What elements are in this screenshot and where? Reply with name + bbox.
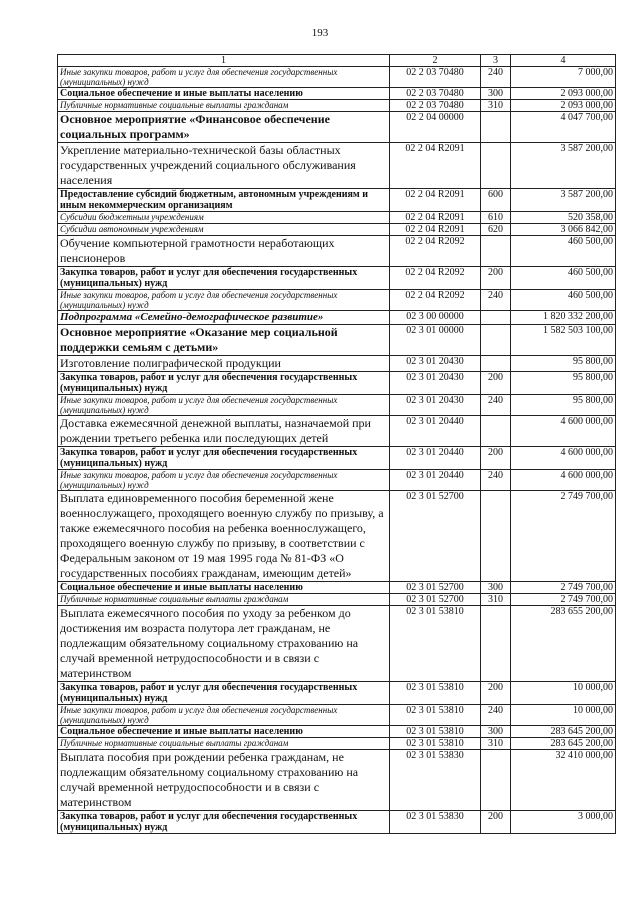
table-row bbox=[58, 311, 616, 325]
table-row bbox=[58, 594, 616, 606]
row-amount: 4 600 000,00 bbox=[511, 470, 616, 491]
table-row bbox=[58, 224, 616, 236]
row-expense-type-code: 200 bbox=[481, 267, 511, 290]
row-name: Публичные нормативные социальные выплаты гражданам bbox=[58, 100, 390, 112]
row-classification-code: 02 3 01 53810 bbox=[390, 726, 481, 738]
row-name: Выплата ежемесячного пособия по уходу за ребенком до достижения им возраста полутора лет гражданам, не подлежащим обязательному социальному страхованию на случай временной нетрудоспособности и в связи с материнством bbox=[58, 606, 390, 682]
table-row bbox=[58, 811, 616, 834]
row-name: Обучение компьютерной грамотности неработающих пенсионеров bbox=[58, 236, 390, 267]
row-name: Иные закупки товаров, работ и услуг для обеспечения государственных (муниципальных) нужд bbox=[58, 705, 390, 726]
row-amount: 95 800,00 bbox=[511, 372, 616, 395]
row-name: Социальное обеспечение и иные выплаты населению bbox=[58, 726, 390, 738]
table-row bbox=[58, 236, 616, 267]
row-expense-type-code bbox=[481, 236, 511, 267]
row-classification-code: 02 3 01 20440 bbox=[390, 416, 481, 447]
row-name: Выплата пособия при рождении ребенка гражданам, не подлежащим обязательному социальному страхованию на случай временной нетрудоспособности и в связи с материнством bbox=[58, 750, 390, 811]
row-expense-type-code: 240 bbox=[481, 705, 511, 726]
row-name: Субсидии бюджетным учреждениям bbox=[58, 212, 390, 224]
row-classification-code: 02 2 04 R2092 bbox=[390, 267, 481, 290]
table-row bbox=[58, 582, 616, 594]
row-name: Доставка ежемесячной денежной выплаты, назначаемой при рождении третьего ребенка или последующих детей bbox=[58, 416, 390, 447]
row-name: Социальное обеспечение и иные выплаты населению bbox=[58, 582, 390, 594]
row-name: Основное мероприятие «Финансовое обеспечение социальных программ» bbox=[58, 112, 390, 143]
page-number: 193 bbox=[311, 27, 329, 39]
row-amount: 283 645 200,00 bbox=[511, 738, 616, 750]
row-expense-type-code: 300 bbox=[481, 582, 511, 594]
table-row bbox=[58, 416, 616, 447]
row-amount: 95 800,00 bbox=[511, 395, 616, 416]
row-name: Изготовление полиграфической продукции bbox=[58, 356, 390, 372]
header-col-amount: 4 bbox=[511, 55, 616, 67]
header-col-code: 2 bbox=[390, 55, 481, 67]
row-expense-type-code: 610 bbox=[481, 212, 511, 224]
table-row bbox=[58, 88, 616, 100]
row-expense-type-code bbox=[481, 416, 511, 447]
row-classification-code: 02 2 04 R2091 bbox=[390, 189, 481, 212]
row-amount: 2 093 000,00 bbox=[511, 100, 616, 112]
row-amount: 32 410 000,00 bbox=[511, 750, 616, 811]
table-row bbox=[58, 112, 616, 143]
budget-table-body bbox=[58, 55, 616, 834]
table-row bbox=[58, 395, 616, 416]
row-classification-code: 02 3 01 53830 bbox=[390, 750, 481, 811]
row-amount: 10 000,00 bbox=[511, 682, 616, 705]
row-expense-type-code: 310 bbox=[481, 594, 511, 606]
row-amount: 4 047 700,00 bbox=[511, 112, 616, 143]
row-classification-code: 02 3 01 20440 bbox=[390, 447, 481, 470]
row-amount: 2 749 700,00 bbox=[511, 582, 616, 594]
row-name: Закупка товаров, работ и услуг для обеспечения государственных (муниципальных) нужд bbox=[58, 267, 390, 290]
row-expense-type-code bbox=[481, 143, 511, 189]
row-expense-type-code: 240 bbox=[481, 395, 511, 416]
row-classification-code: 02 3 01 00000 bbox=[390, 325, 481, 356]
row-name: Укрепление материально-технической базы областных государственных учреждений социального обслуживания населения bbox=[58, 143, 390, 189]
header-col-name: 1 bbox=[58, 55, 390, 67]
row-classification-code: 02 3 01 20430 bbox=[390, 395, 481, 416]
row-name: Подпрограмма «Семейно-демографическое развитие» bbox=[58, 311, 390, 325]
row-amount: 2 749 700,00 bbox=[511, 491, 616, 582]
row-expense-type-code: 240 bbox=[481, 470, 511, 491]
table-row bbox=[58, 267, 616, 290]
table-row bbox=[58, 738, 616, 750]
table-row bbox=[58, 447, 616, 470]
row-expense-type-code: 620 bbox=[481, 224, 511, 236]
table-row bbox=[58, 726, 616, 738]
row-expense-type-code: 310 bbox=[481, 738, 511, 750]
row-classification-code: 02 3 01 53810 bbox=[390, 682, 481, 705]
row-classification-code: 02 3 01 53810 bbox=[390, 705, 481, 726]
row-classification-code: 02 3 01 20430 bbox=[390, 356, 481, 372]
row-classification-code: 02 2 04 R2091 bbox=[390, 143, 481, 189]
row-expense-type-code bbox=[481, 325, 511, 356]
row-classification-code: 02 3 00 00000 bbox=[390, 311, 481, 325]
row-expense-type-code: 200 bbox=[481, 447, 511, 470]
row-amount: 460 500,00 bbox=[511, 236, 616, 267]
row-classification-code: 02 2 04 R2092 bbox=[390, 236, 481, 267]
row-classification-code: 02 3 01 52700 bbox=[390, 594, 481, 606]
row-classification-code: 02 2 03 70480 bbox=[390, 100, 481, 112]
row-expense-type-code bbox=[481, 491, 511, 582]
row-name: Иные закупки товаров, работ и услуг для обеспечения государственных (муниципальных) нужд bbox=[58, 395, 390, 416]
row-classification-code: 02 2 04 R2091 bbox=[390, 212, 481, 224]
row-name: Субсидии автономным учреждениям bbox=[58, 224, 390, 236]
row-name: Иные закупки товаров, работ и услуг для обеспечения государственных (муниципальных) нужд bbox=[58, 67, 390, 88]
row-expense-type-code bbox=[481, 356, 511, 372]
table-row bbox=[58, 705, 616, 726]
table-row bbox=[58, 682, 616, 705]
header-col-expense-type: 3 bbox=[481, 55, 511, 67]
table-row bbox=[58, 212, 616, 224]
row-name: Закупка товаров, работ и услуг для обеспечения государственных (муниципальных) нужд bbox=[58, 682, 390, 705]
table-row bbox=[58, 325, 616, 356]
row-name: Закупка товаров, работ и услуг для обеспечения государственных (муниципальных) нужд bbox=[58, 372, 390, 395]
row-classification-code: 02 2 04 00000 bbox=[390, 112, 481, 143]
table-header-row bbox=[58, 55, 616, 67]
row-expense-type-code: 240 bbox=[481, 290, 511, 311]
row-amount: 520 358,00 bbox=[511, 212, 616, 224]
row-expense-type-code: 600 bbox=[481, 189, 511, 212]
row-expense-type-code bbox=[481, 606, 511, 682]
table-row bbox=[58, 606, 616, 682]
table-row bbox=[58, 290, 616, 311]
table-row bbox=[58, 100, 616, 112]
row-name: Закупка товаров, работ и услуг для обеспечения государственных (муниципальных) нужд bbox=[58, 447, 390, 470]
row-amount: 460 500,00 bbox=[511, 267, 616, 290]
row-amount: 1 582 503 100,00 bbox=[511, 325, 616, 356]
row-expense-type-code: 240 bbox=[481, 67, 511, 88]
row-classification-code: 02 3 01 53810 bbox=[390, 606, 481, 682]
budget-table bbox=[57, 54, 616, 834]
row-name: Выплата единовременного пособия беременной жене военнослужащего, проходящего военную службу по призыву, а также ежемесячного пособия на ребенка военнослужащего, проходящего военную службу по призыву, в соответствии с Федеральным законом от 19 мая 1995 года № 81-ФЗ «О государственных пособиях гражданам, имеющим детей» bbox=[58, 491, 390, 582]
row-expense-type-code bbox=[481, 750, 511, 811]
row-amount: 4 600 000,00 bbox=[511, 416, 616, 447]
row-amount: 1 820 332 200,00 bbox=[511, 311, 616, 325]
row-amount: 2 093 000,00 bbox=[511, 88, 616, 100]
row-amount: 3 000,00 bbox=[511, 811, 616, 834]
row-amount: 3 066 842,00 bbox=[511, 224, 616, 236]
row-name: Иные закупки товаров, работ и услуг для обеспечения государственных (муниципальных) нужд bbox=[58, 470, 390, 491]
table-row bbox=[58, 67, 616, 88]
row-name: Основное мероприятие «Оказание мер социальной поддержки семьям с детьми» bbox=[58, 325, 390, 356]
table-row bbox=[58, 750, 616, 811]
row-expense-type-code bbox=[481, 112, 511, 143]
table-row bbox=[58, 189, 616, 212]
row-classification-code: 02 3 01 52700 bbox=[390, 491, 481, 582]
table-row bbox=[58, 470, 616, 491]
row-amount: 10 000,00 bbox=[511, 705, 616, 726]
row-amount: 7 000,00 bbox=[511, 67, 616, 88]
row-classification-code: 02 3 01 53810 bbox=[390, 738, 481, 750]
row-amount: 283 655 200,00 bbox=[511, 606, 616, 682]
row-expense-type-code: 200 bbox=[481, 372, 511, 395]
row-expense-type-code: 200 bbox=[481, 682, 511, 705]
table-row bbox=[58, 356, 616, 372]
row-expense-type-code: 310 bbox=[481, 100, 511, 112]
row-expense-type-code: 300 bbox=[481, 726, 511, 738]
row-classification-code: 02 2 04 R2091 bbox=[390, 224, 481, 236]
row-classification-code: 02 2 03 70480 bbox=[390, 67, 481, 88]
row-name: Закупка товаров, работ и услуг для обеспечения государственных (муниципальных) нужд bbox=[58, 811, 390, 834]
row-classification-code: 02 2 03 70480 bbox=[390, 88, 481, 100]
row-amount: 283 645 200,00 bbox=[511, 726, 616, 738]
row-expense-type-code: 200 bbox=[481, 811, 511, 834]
row-amount: 460 500,00 bbox=[511, 290, 616, 311]
table-row bbox=[58, 372, 616, 395]
row-name: Предоставление субсидий бюджетным, автономным учреждениям и иным некоммерческим организациям bbox=[58, 189, 390, 212]
row-amount: 3 587 200,00 bbox=[511, 143, 616, 189]
row-amount: 2 749 700,00 bbox=[511, 594, 616, 606]
row-amount: 3 587 200,00 bbox=[511, 189, 616, 212]
row-classification-code: 02 3 01 20440 bbox=[390, 470, 481, 491]
row-classification-code: 02 2 04 R2092 bbox=[390, 290, 481, 311]
row-classification-code: 02 3 01 52700 bbox=[390, 582, 481, 594]
row-amount: 95 800,00 bbox=[511, 356, 616, 372]
row-classification-code: 02 3 01 53830 bbox=[390, 811, 481, 834]
row-expense-type-code bbox=[481, 311, 511, 325]
row-expense-type-code: 300 bbox=[481, 88, 511, 100]
row-name: Публичные нормативные социальные выплаты гражданам bbox=[58, 738, 390, 750]
row-classification-code: 02 3 01 20430 bbox=[390, 372, 481, 395]
row-name: Публичные нормативные социальные выплаты гражданам bbox=[58, 594, 390, 606]
row-amount: 4 600 000,00 bbox=[511, 447, 616, 470]
table-row bbox=[58, 143, 616, 189]
table-row bbox=[58, 491, 616, 582]
row-name: Иные закупки товаров, работ и услуг для обеспечения государственных (муниципальных) нужд bbox=[58, 290, 390, 311]
row-name: Социальное обеспечение и иные выплаты населению bbox=[58, 88, 390, 100]
